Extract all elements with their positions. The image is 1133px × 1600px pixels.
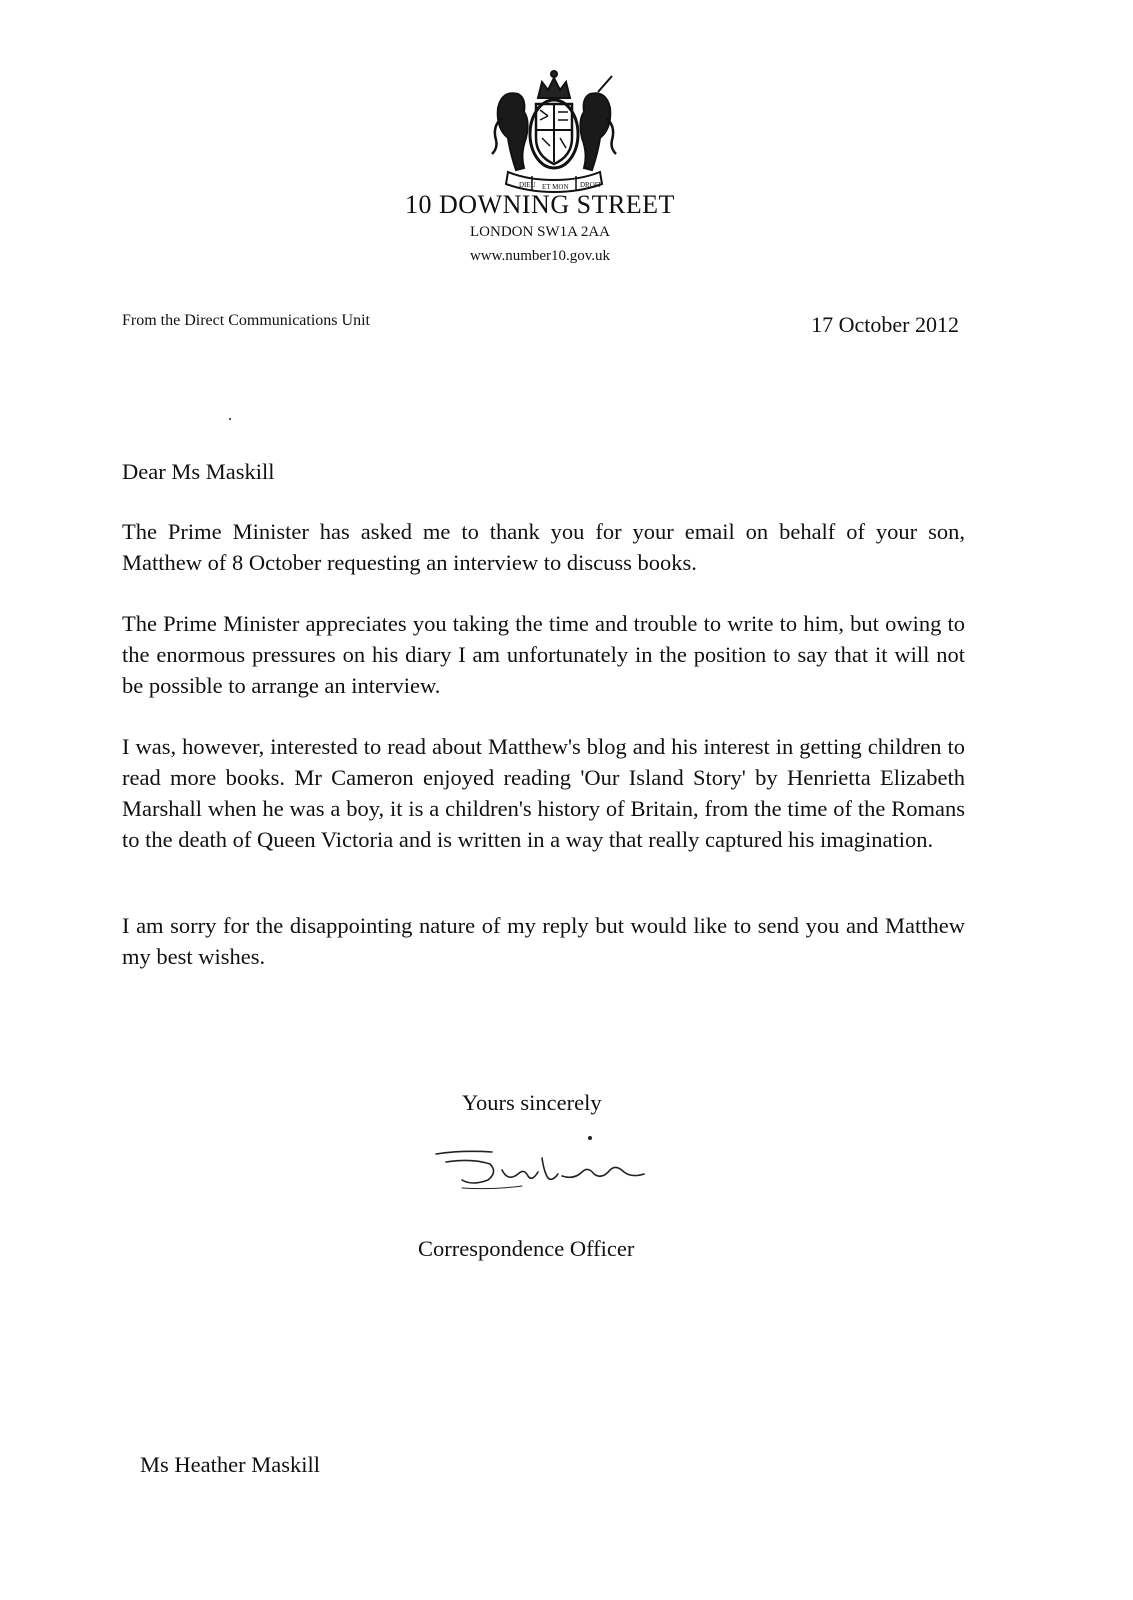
body-paragraph: I am sorry for the disappointing nature of my reply but would like to send you and Matthew my best wishes. [122, 913, 965, 969]
motto-word: DIEU [519, 181, 536, 189]
letter-date: 17 October 2012 [811, 312, 959, 337]
motto-word: ET MON [542, 183, 569, 191]
letterhead-title: 10 DOWNING STREET [405, 190, 675, 219]
letterhead-city: LONDON SW1A 2AA [470, 224, 610, 240]
body-paragraph: The Prime Minister appreciates you taking the time and trouble to write to him, but owing to the enormous pressures on his diary I am unfortunately in the position to say that it will not be possible to arrange an interview. [122, 611, 965, 698]
body-paragraph: I was, however, interested to read about Matthew's blog and his interest in getting children to read more books. Mr Cameron enjoyed reading 'Our Island Story' by Henrietta Elizabeth Marshall when he was a boy, it is a children's history of Britain, from the time of the Romans to the death of Queen Victoria and is written in a way that really captured his imagination. [122, 734, 965, 852]
closing: Yours sincerely [462, 1090, 602, 1115]
signer-title: Correspondence Officer [418, 1236, 635, 1261]
letterhead-website: www.number10.gov.uk [469, 248, 611, 264]
body-paragraph: The Prime Minister has asked me to thank you for your email on behalf of your son, Matthew of 8 October requesting an interview to discuss books. [122, 519, 965, 575]
sender-unit: From the Direct Communications Unit [122, 312, 370, 329]
recipient-name: Ms Heather Maskill [140, 1452, 320, 1477]
royal-coat-of-arms-icon [488, 68, 620, 194]
handwritten-signature [432, 1128, 652, 1198]
salutation: Dear Ms Maskill [122, 459, 275, 484]
scan-speck [229, 418, 231, 420]
motto-word: DROIT [580, 181, 602, 189]
